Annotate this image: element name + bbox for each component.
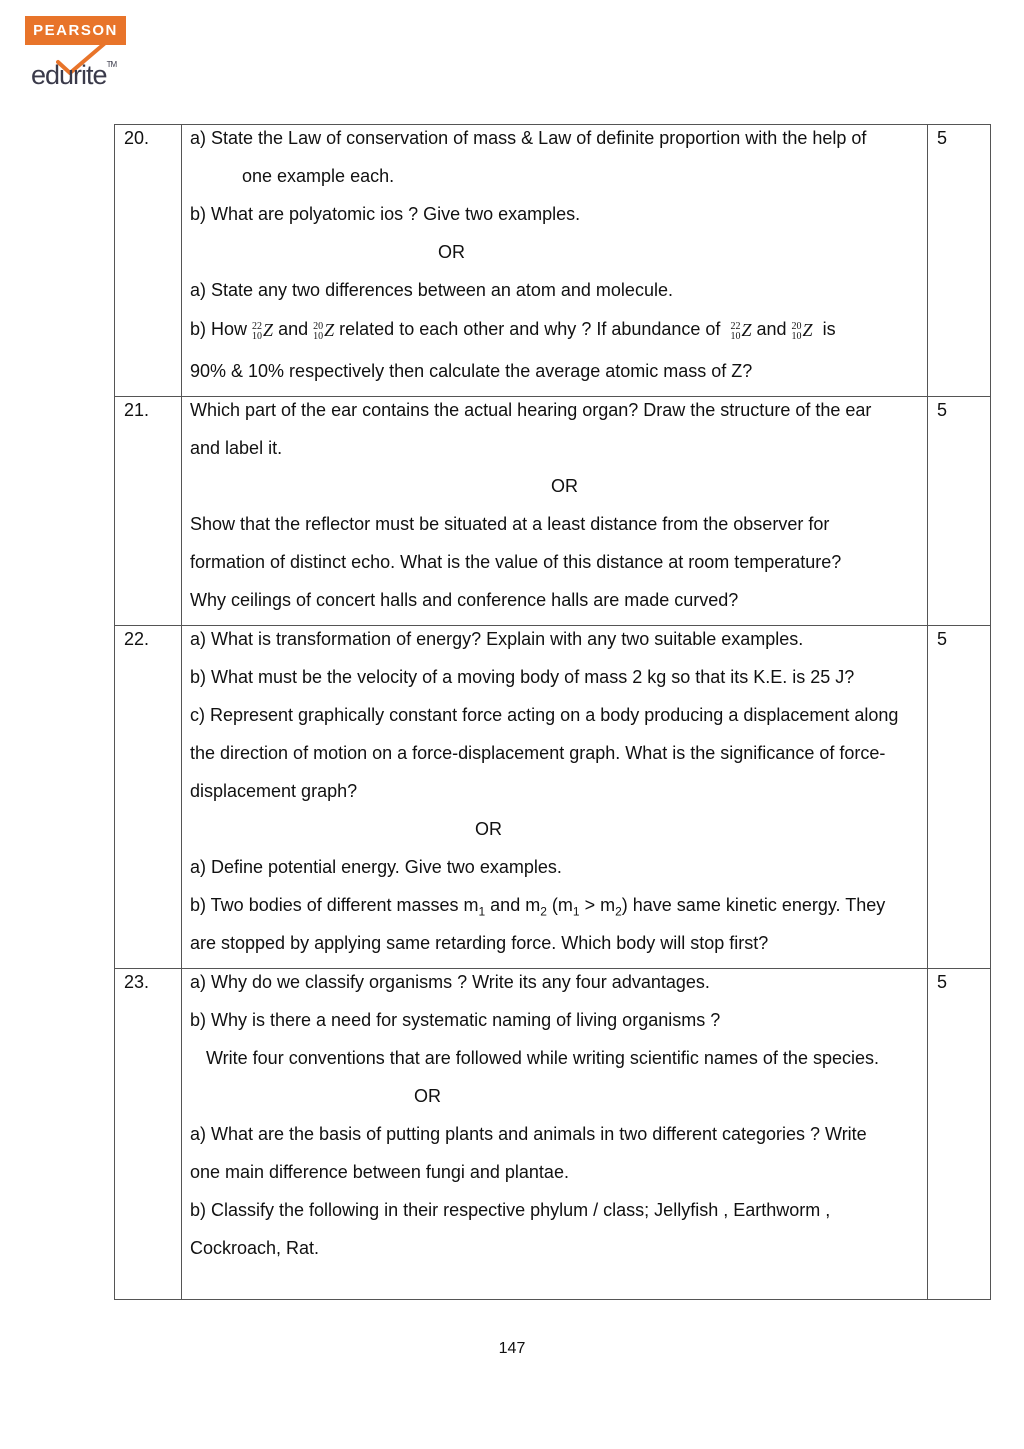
question-text: b) What must be the velocity of a moving body of mass 2 kg so that its K.E. is 25 J?	[190, 667, 855, 687]
question-text: c) Represent graphically constant force acting on a body producing a displacement along	[190, 705, 899, 725]
questions-table	[114, 124, 991, 1300]
or-separator: OR	[438, 242, 465, 262]
question-text: b) What are polyatomic ios ? Give two examples.	[190, 204, 581, 224]
question-text: the direction of motion on a force-displacement graph. What is the significance of force-	[190, 743, 886, 763]
question-text: Why ceilings of concert halls and conference halls are made curved?	[190, 590, 739, 610]
question-text: a) What are the basis of putting plants and animals in two different categories ? Write	[190, 1124, 867, 1144]
page-number: 147	[498, 1340, 526, 1357]
table-row	[115, 969, 991, 1300]
isotope-z22: 22 10 Z	[252, 319, 274, 342]
isotope-z20: 20 10 Z	[313, 319, 335, 342]
question-number: 21.	[124, 400, 150, 420]
or-separator: OR	[475, 819, 502, 839]
marks: 5	[937, 629, 948, 649]
isotope-line: b) How 22 10 Z and 20 10 Z related to each other and why ? If abundance of 22 10 Z and 20 10 Z is	[190, 315, 919, 358]
table-row	[115, 397, 991, 626]
isotope-z20: 20 10 Z	[791, 319, 813, 342]
pearson-badge: PEARSON	[25, 16, 126, 45]
question-text: and label it.	[190, 438, 283, 458]
question-text: Show that the reflector must be situated at a least distance from the observer for	[190, 514, 830, 534]
or-separator: OR	[414, 1086, 441, 1106]
question-text: b) Classify the following in their respective phylum / class; Jellyfish , Earthworm ,	[190, 1200, 831, 1220]
or-separator: OR	[551, 476, 578, 496]
question-number: 20.	[124, 128, 150, 148]
question-text: a) What is transformation of energy? Explain with any two suitable examples.	[190, 629, 804, 649]
question-text: a) Define potential energy. Give two examples.	[190, 857, 562, 877]
marks: 5	[937, 400, 948, 420]
question-number: 22.	[124, 629, 150, 649]
question-text: a) State any two differences between an atom and molecule.	[190, 280, 673, 300]
question-text: a) State the Law of conservation of mass & Law of definite proportion with the help of	[190, 128, 867, 148]
question-text: one main difference between fungi and plantae.	[190, 1162, 569, 1182]
question-text: Which part of the ear contains the actual hearing organ? Draw the structure of the ear	[190, 400, 872, 420]
question-text: b) Two bodies of different masses $m_1$ and $m_2$ $(m_1 > m_2)$ have same kinetic energy. They	[190, 895, 886, 919]
marks: 5	[937, 972, 948, 992]
edurite-wordmark: edurite™	[31, 60, 117, 90]
question-text: displacement graph?	[190, 781, 358, 801]
question-text: are stopped by applying same retarding force. Which body will stop first?	[190, 933, 769, 953]
question-text: Cockroach, Rat.	[190, 1238, 320, 1258]
isotope-z22: 22 10 Z	[730, 319, 752, 342]
question-text: a) Why do we classify organisms ? Write its any four advantages.	[190, 972, 710, 992]
question-text: 90% & 10% respectively then calculate the average atomic mass of Z?	[190, 361, 753, 381]
marks: 5	[937, 128, 948, 148]
question-text: formation of distinct echo. What is the value of this distance at room temperature?	[190, 552, 842, 572]
question-number: 23.	[124, 972, 150, 992]
question-text: b) Why is there a need for systematic naming of living organisms ?	[190, 1010, 721, 1030]
question-text: one example each.	[242, 166, 395, 186]
table-row	[115, 626, 991, 969]
table-row	[115, 125, 991, 397]
question-text: Write four conventions that are followed while writing scientific names of the species.	[206, 1048, 879, 1068]
